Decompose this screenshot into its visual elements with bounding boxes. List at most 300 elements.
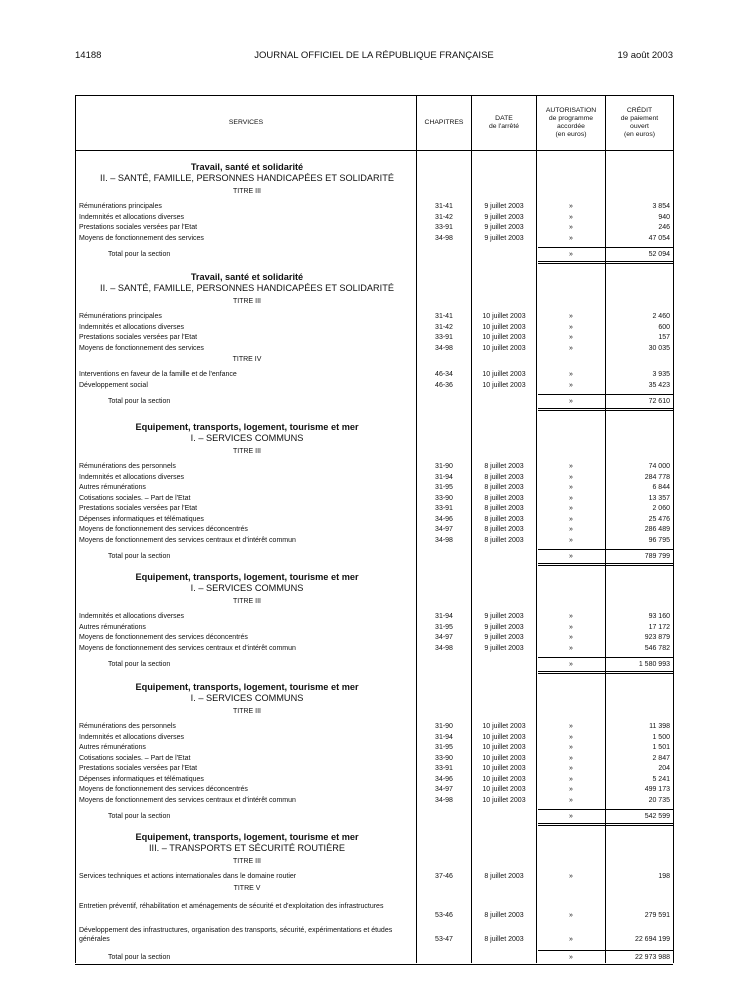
row-label-text: Total pour la section [108, 813, 171, 820]
row-chapitre: 31-90 [435, 463, 453, 470]
table-row [0, 926, 748, 943]
row-chapitre: 31-42 [435, 323, 453, 331]
row-autorisation: » [569, 371, 573, 378]
section-ministry: Travail, santé et solidarité [190, 162, 304, 172]
row-autorisation: » [569, 634, 573, 641]
titre-heading: TITRE III [233, 858, 261, 865]
row-autorisation: » [569, 733, 573, 741]
total-rule [538, 823, 673, 824]
row-label [79, 733, 413, 743]
row-credit: 25 476 [648, 515, 670, 523]
row-chapitre: 53-47 [435, 935, 453, 943]
titre-heading: TITRE V [233, 884, 261, 892]
row-autorisation: » [569, 203, 573, 210]
row-autorisation: » [569, 775, 573, 783]
row-label [79, 213, 413, 223]
row-label [79, 234, 413, 244]
row-label-text: Rémunérations principales [79, 313, 162, 320]
row-date: 10 juillet 2003 [482, 334, 526, 341]
row-date: 8 juillet 2003 [484, 873, 524, 880]
row-credit: 74 000 [648, 463, 670, 470]
row-autorisation: » [569, 813, 573, 820]
total-rule [538, 408, 673, 409]
row-credit: 546 782 [644, 644, 670, 652]
row-label-text: Indemnités et allocations diverses [79, 213, 185, 221]
row-chapitre: 34-97 [435, 634, 453, 641]
total-rule [538, 673, 673, 674]
row-chapitre: 31-95 [435, 744, 453, 751]
table-row [0, 644, 748, 654]
row-autorisation: » [569, 515, 573, 523]
row-label-text: Entretien préventif, réhabilitation et aménagements de sécurité et d'exploitation des infrastructures [79, 902, 384, 910]
col-header-date: DATE de l'arrêté [488, 114, 519, 130]
table-row [0, 660, 748, 670]
titre-heading: TITRE IV [232, 356, 262, 363]
row-credit: 20 735 [648, 796, 670, 804]
row-label-text: Moyens de fonctionnement des services [79, 234, 204, 242]
row-credit: 3 854 [652, 203, 670, 210]
row-label-text: Services techniques et actions internationales dans le domaine routier [79, 873, 297, 880]
row-label-text: Moyens de fonctionnement des services centraux et d'intérêt commun [79, 796, 296, 804]
row-credit: 30 035 [648, 344, 670, 352]
total-rule [538, 964, 673, 965]
row-chapitre: 34-98 [435, 796, 453, 804]
col-header-chapitres: CHAPITRES [424, 118, 464, 126]
table-row [0, 633, 748, 643]
row-chapitre: 34-96 [435, 775, 453, 783]
row-label-text: Prestations sociales versées par l'Etat [79, 334, 198, 341]
row-credit: 6 844 [652, 484, 670, 491]
row-credit: 2 460 [652, 313, 670, 320]
row-credit: 286 489 [644, 526, 670, 533]
row-credit: 198 [658, 873, 670, 880]
titre-heading: TITRE III [233, 708, 261, 715]
row-label-text: Indemnités et allocations diverses [79, 613, 185, 620]
row-label [79, 323, 413, 333]
row-date: 8 juillet 2003 [484, 505, 524, 512]
row-date: 10 juillet 2003 [482, 323, 526, 331]
row-chapitre: 34-98 [435, 644, 453, 652]
row-label [79, 515, 413, 525]
row-label-text: Rémunérations principales [79, 203, 162, 210]
row-label-text: Rémunérations des personnels [79, 463, 176, 470]
row-date: 9 juillet 2003 [484, 623, 524, 631]
table-row [0, 515, 748, 525]
row-credit: 22 973 988 [634, 953, 670, 961]
section-subtitle: II. – SANTÉ, FAMILLE, PERSONNES HANDICAPÉES ET SOLIDARITÉ [100, 283, 394, 293]
row-credit: 284 778 [644, 473, 670, 481]
page-number: 14188 [75, 50, 102, 61]
row-credit: 1 500 [652, 733, 670, 741]
row-autorisation: » [569, 744, 573, 751]
table-row [0, 344, 748, 354]
titre-heading: TITRE III [233, 188, 261, 195]
total-rule [538, 671, 673, 672]
row-chapitre: 31-42 [435, 213, 453, 221]
row-label [79, 525, 413, 535]
table-row [0, 494, 748, 504]
table-row [0, 552, 748, 562]
table-row [0, 312, 748, 322]
row-label [79, 796, 413, 806]
row-date: 10 juillet 2003 [482, 733, 526, 741]
row-date: 10 juillet 2003 [482, 723, 526, 730]
row-date: 10 juillet 2003 [482, 765, 526, 772]
table-row [0, 370, 748, 380]
row-chapitre: 31-94 [435, 733, 453, 741]
table-row [0, 473, 748, 483]
row-autorisation: » [569, 334, 573, 341]
row-label [79, 754, 413, 764]
total-rule [538, 563, 673, 564]
total-rule [538, 825, 673, 826]
total-rule [538, 261, 673, 262]
row-chapitre: 31-95 [435, 623, 453, 631]
row-label [79, 775, 413, 785]
row-label-text: Autres rémunérations [79, 623, 146, 631]
row-label [79, 633, 413, 643]
row-date: 10 juillet 2003 [482, 344, 526, 352]
row-date: 10 juillet 2003 [482, 775, 526, 783]
row-autorisation: » [569, 251, 573, 258]
row-label-text: Total pour la section [108, 553, 171, 560]
row-credit: 17 172 [648, 623, 670, 631]
row-label [79, 504, 413, 514]
row-date: 9 juillet 2003 [484, 213, 524, 221]
total-rule [538, 410, 673, 411]
row-date: 9 juillet 2003 [484, 613, 524, 620]
row-date: 9 juillet 2003 [484, 634, 524, 641]
table-row [0, 381, 748, 391]
row-credit: 93 160 [648, 613, 670, 620]
table-row [0, 234, 748, 244]
row-label-text: Total pour la section [108, 661, 171, 668]
row-chapitre: 34-97 [435, 786, 453, 793]
row-date: 10 juillet 2003 [482, 744, 526, 751]
row-label [108, 660, 413, 670]
table-row [0, 525, 748, 535]
row-label [79, 764, 413, 774]
row-date: 8 juillet 2003 [484, 526, 524, 533]
row-autorisation: » [569, 505, 573, 512]
row-label [79, 381, 413, 391]
row-label [79, 202, 413, 212]
row-chapitre: 31-94 [435, 613, 453, 620]
row-autorisation: » [569, 398, 573, 405]
table-row [0, 333, 748, 343]
table-row [0, 202, 748, 212]
row-label-text: Prestations sociales versées par l'Etat [79, 224, 198, 231]
row-autorisation: » [569, 661, 573, 668]
table-row [0, 754, 748, 764]
table-row [0, 775, 748, 785]
row-label [79, 494, 413, 504]
row-chapitre: 31-94 [435, 473, 453, 481]
row-credit: 1 580 993 [638, 661, 670, 668]
table-row [0, 872, 748, 882]
row-date: 8 juillet 2003 [484, 515, 524, 523]
table-row [0, 504, 748, 514]
row-autorisation: » [569, 613, 573, 620]
table-row [0, 536, 748, 546]
titre-heading: TITRE III [233, 298, 261, 305]
row-label-text: Moyens de fonctionnement des services déconcentrés [79, 786, 248, 793]
row-credit: 499 173 [644, 786, 670, 793]
row-label [79, 872, 413, 882]
row-credit: 72 610 [648, 398, 670, 405]
journal-title: JOURNAL OFFICIEL DE LA RÉPUBLIQUE FRANÇAISE [254, 50, 494, 61]
table-row [0, 796, 748, 806]
row-label-text: Moyens de fonctionnement des services centraux et d'intérêt commun [79, 536, 296, 544]
row-chapitre: 46-34 [435, 371, 453, 378]
row-date: 10 juillet 2003 [482, 381, 526, 389]
row-chapitre: 53-46 [435, 911, 453, 919]
row-chapitre: 33-90 [435, 494, 453, 502]
row-label [79, 483, 413, 493]
row-credit: 13 357 [648, 494, 670, 502]
row-chapitre: 34-98 [435, 344, 453, 352]
row-autorisation: » [569, 213, 573, 221]
section-subtitle: I. – SERVICES COMMUNS [190, 433, 304, 443]
row-label [108, 397, 413, 407]
row-chapitre: 33-91 [435, 505, 453, 512]
row-label [108, 552, 413, 562]
row-credit: 542 599 [644, 813, 670, 820]
row-date: 8 juillet 2003 [484, 473, 524, 481]
row-chapitre: 31-95 [435, 484, 453, 491]
section-ministry: Equipement, transports, logement, tourisme et mer [135, 682, 359, 692]
row-date: 10 juillet 2003 [482, 786, 526, 793]
section-ministry: Travail, santé et solidarité [190, 272, 304, 282]
row-credit: 52 094 [648, 251, 670, 258]
issue-date: 19 août 2003 [617, 50, 673, 61]
row-label-text: Indemnités et allocations diverses [79, 323, 185, 331]
row-autorisation: » [569, 873, 573, 880]
total-rule [538, 565, 673, 566]
row-credit: 157 [658, 334, 670, 341]
row-credit: 2 847 [652, 754, 670, 762]
row-credit: 22 694 199 [634, 935, 670, 943]
row-chapitre: 46-36 [435, 381, 453, 389]
row-date: 8 juillet 2003 [484, 536, 524, 544]
row-label-text: Prestations sociales versées par l'Etat [79, 505, 198, 512]
row-label [79, 223, 413, 233]
row-label [79, 785, 413, 795]
row-date: 9 juillet 2003 [484, 234, 524, 242]
section-subtitle: I. – SERVICES COMMUNS [190, 583, 304, 593]
row-label [79, 344, 413, 354]
row-date: 10 juillet 2003 [482, 796, 526, 804]
row-credit: 789 799 [644, 553, 670, 560]
table-row [0, 764, 748, 774]
row-date: 8 juillet 2003 [484, 484, 524, 491]
row-date: 8 juillet 2003 [484, 463, 524, 470]
row-label-text: Interventions en faveur de la famille et de l'enfance [79, 371, 237, 378]
table-row [0, 812, 748, 822]
row-label-text: Rémunérations des personnels [79, 723, 176, 730]
row-autorisation: » [569, 473, 573, 481]
row-autorisation: » [569, 323, 573, 331]
row-autorisation: » [569, 553, 573, 560]
row-autorisation: » [569, 234, 573, 242]
row-date: 8 juillet 2003 [484, 935, 524, 943]
table-row [0, 250, 748, 260]
row-autorisation: » [569, 765, 573, 772]
total-rule [538, 549, 673, 550]
total-rule [538, 247, 673, 248]
row-label [79, 333, 413, 343]
total-rule [538, 394, 673, 395]
section-subtitle: II. – SANTÉ, FAMILLE, PERSONNES HANDICAPÉES ET SOLIDARITÉ [100, 173, 394, 183]
row-chapitre: 34-98 [435, 234, 453, 242]
row-label [108, 250, 413, 260]
row-label-text: Autres rémunérations [79, 484, 146, 491]
table-row [0, 323, 748, 333]
row-chapitre: 33-91 [435, 334, 453, 341]
row-credit: 204 [658, 765, 670, 772]
row-autorisation: » [569, 953, 573, 961]
table-row [0, 785, 748, 795]
row-credit: 47 054 [648, 234, 670, 242]
row-chapitre: 31-90 [435, 723, 453, 730]
titre-heading: TITRE III [233, 448, 261, 455]
row-date: 10 juillet 2003 [482, 754, 526, 762]
row-autorisation: » [569, 484, 573, 491]
row-autorisation: » [569, 623, 573, 631]
row-date: 10 juillet 2003 [482, 371, 526, 378]
row-chapitre: 33-91 [435, 224, 453, 231]
row-label-text: Total pour la section [108, 953, 171, 961]
row-chapitre: 33-91 [435, 765, 453, 772]
row-label [108, 953, 413, 963]
row-autorisation: » [569, 644, 573, 652]
section-subtitle: I. – SERVICES COMMUNS [190, 693, 304, 703]
row-date: 9 juillet 2003 [484, 644, 524, 652]
section-ministry: Equipement, transports, logement, tourisme et mer [135, 572, 359, 582]
row-autorisation: » [569, 796, 573, 804]
row-label-text: Prestations sociales versées par l'Etat [79, 765, 198, 772]
row-label-text: Cotisations sociales. – Part de l'Etat [79, 494, 191, 502]
row-credit: 5 241 [652, 775, 670, 783]
section-ministry: Equipement, transports, logement, tourisme et mer [135, 422, 359, 432]
row-credit: 940 [658, 213, 670, 221]
row-label-text: Dépenses informatiques et télématiques [79, 775, 204, 783]
row-credit: 2 060 [652, 505, 670, 512]
total-rule [538, 263, 673, 264]
row-chapitre: 37-46 [435, 873, 453, 880]
row-label [79, 926, 413, 944]
table-row [0, 722, 748, 732]
row-label-text: Total pour la section [108, 398, 171, 405]
row-label-text: Autres rémunérations [79, 744, 146, 751]
table-row [0, 483, 748, 493]
row-chapitre: 33-90 [435, 754, 453, 762]
table-row [0, 462, 748, 472]
row-label-text: Moyens de fonctionnement des services [79, 344, 204, 352]
row-autorisation: » [569, 911, 573, 919]
row-credit: 3 935 [652, 371, 670, 378]
row-label [79, 370, 413, 380]
row-label [79, 623, 413, 633]
row-autorisation: » [569, 463, 573, 470]
row-label [79, 536, 413, 546]
row-chapitre: 31-41 [435, 203, 453, 210]
titre-heading: TITRE III [233, 598, 261, 605]
row-date: 10 juillet 2003 [482, 313, 526, 320]
row-label [79, 312, 413, 322]
row-label [108, 812, 413, 822]
row-label [79, 743, 413, 753]
row-label-text: Dépenses informatiques et télématiques [79, 515, 204, 523]
col-header-credit: CRÉDIT de paiement ouvert (en euros) [620, 106, 659, 138]
row-label-text: Cotisations sociales. – Part de l'Etat [79, 754, 191, 762]
row-label [79, 644, 413, 654]
row-autorisation: » [569, 494, 573, 502]
row-credit: 600 [658, 323, 670, 331]
table-row [0, 213, 748, 223]
row-label [79, 722, 413, 732]
row-autorisation: » [569, 313, 573, 320]
row-label-text: Moyens de fonctionnement des services déconcentrés [79, 526, 248, 533]
table-row [0, 902, 748, 919]
row-credit: 11 398 [649, 723, 670, 730]
row-autorisation: » [569, 935, 573, 943]
total-rule [538, 809, 673, 810]
table-row [0, 223, 748, 233]
row-credit: 923 879 [644, 634, 670, 641]
table-row [0, 623, 748, 633]
row-label-text: Total pour la section [108, 251, 171, 258]
row-label-text: Développement des infrastructures, organisation des transports, sécurité, expérimentations et études générales [79, 926, 393, 943]
table-row [0, 733, 748, 743]
row-autorisation: » [569, 786, 573, 793]
row-label-text: Moyens de fonctionnement des services déconcentrés [79, 634, 248, 641]
row-credit: 279 591 [644, 911, 670, 919]
row-credit: 35 423 [648, 381, 670, 389]
row-label-text: Moyens de fonctionnement des services centraux et d'intérêt commun [79, 644, 296, 652]
row-chapitre: 34-96 [435, 515, 453, 523]
row-autorisation: » [569, 723, 573, 730]
col-header-services: SERVICES [228, 118, 264, 126]
row-label [79, 462, 413, 472]
row-credit: 96 795 [648, 536, 670, 544]
row-label [79, 612, 413, 622]
row-credit: 1 501 [652, 744, 670, 751]
row-chapitre: 31-41 [435, 313, 453, 320]
row-autorisation: » [569, 536, 573, 544]
row-credit: 246 [658, 224, 670, 231]
header-rule [75, 150, 673, 151]
section-ministry: Equipement, transports, logement, tourisme et mer [135, 832, 359, 842]
row-label-text: Indemnités et allocations diverses [79, 733, 185, 741]
table-row [0, 953, 748, 963]
row-date: 8 juillet 2003 [484, 911, 524, 919]
row-chapitre: 34-97 [435, 526, 453, 533]
row-autorisation: » [569, 381, 573, 389]
row-label-text: Développement social [79, 381, 148, 389]
col-header-autorisation: AUTORISATION de programme accordée (en euros) [545, 106, 597, 138]
row-label [79, 902, 413, 911]
row-autorisation: » [569, 754, 573, 762]
row-date: 8 juillet 2003 [484, 494, 524, 502]
table-row [0, 397, 748, 407]
section-subtitle: III. – TRANSPORTS ET SÉCURITÉ ROUTIÈRE [148, 843, 346, 853]
row-date: 9 juillet 2003 [484, 203, 524, 210]
row-label-text: Indemnités et allocations diverses [79, 473, 185, 481]
row-chapitre: 34-98 [435, 536, 453, 544]
total-rule [538, 950, 673, 951]
row-autorisation: » [569, 526, 573, 533]
